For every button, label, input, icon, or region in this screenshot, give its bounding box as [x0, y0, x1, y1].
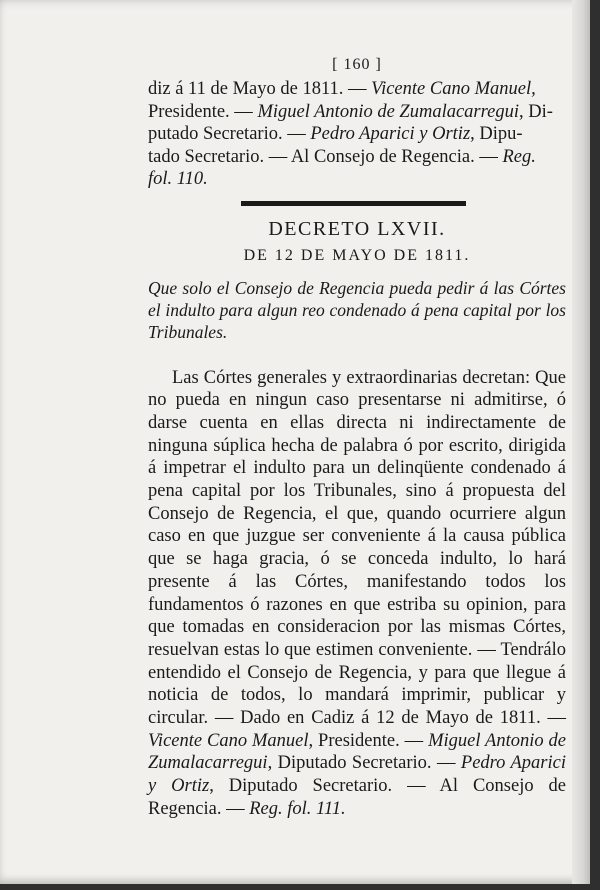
signature-secretary-2: Pedro Aparici y Ortiz	[148, 753, 567, 797]
page-content	[148, 56, 566, 821]
decree-summary: Que solo el Consejo de Regencia pueda pedir á las Córtes el indulto para algun reo condenado á pena capital por los Tribunales.	[148, 277, 566, 342]
signature-secretary-1: Miguel Antonio de Zumalacarregui	[148, 730, 566, 774]
decree-body: Las Córtes generales y extraordinarias decretan: Que no pueda en ningun caso presentarse ni admitirse, ó darse cuenta en ellas directa ni indirectamente de ninguna súplica hecha de palabra ó por escrito, dirigida á impetrar el indulto para un delinqüente condenado á pena capital por los Tribunales, sino á propuesta del Consejo de Regencia, el que, quando ocurriere algun caso en que juzgue ser conveniente á la causa pública que se haga gracia, ó se conceda indulto, lo hará presente á las Córtes, manifestando todos los fundamentos ó razones en que estriba su opinion, para que tomadas en consideracion por las mismas Córtes, resuelvan estas lo que estimen conveniente. — Tendrálo entendido el Consejo de Regencia, y para que llegue á noticia de todos, lo mandará imprimir, publicar y circular. — Dado en Cadiz á 12 de Mayo de 1811. — Vicente Cano Manuel, Presidente. — Miguel Antonio de Zumalacarregui, Diputado Secretario. — Pedro Aparici y Ortiz, Diputado Secretario. — Al Consejo de Regencia. — Reg. fol. 111.	[148, 367, 567, 819]
page-spine-shadow	[572, 0, 590, 884]
scan-edge-right	[590, 0, 600, 890]
page-number: [ 160 ]	[332, 56, 382, 73]
previous-decree-ending: diz á 11 de Mayo de 1811. — Vicente Cano Manuel, Presidente. — Miguel Antonio de Zumalacarregui, Di- putado Secretario. — Pedro Aparici y Ortiz, Dipu- tado Secretario. — Al Consejo de Regencia. — Reg. fol. 110.	[148, 79, 553, 189]
signature-president: Vicente Cano Manuel	[148, 730, 309, 751]
decree-date: DE 12 DE MAYO DE 1811.	[243, 246, 471, 264]
decree-body-main: Las Córtes generales y extraordinarias decretan: Que no pueda en ningun caso presentarse ni admitirse, ó darse cuenta en ellas directa ni indirectamente de ninguna súplica hecha de palabra ó por escrito, dirigida á impetrar el indulto para un delinqüente condenado á pena capital por los Tribunales, sino á propuesta del Consejo de Regencia, el que, quando ocurriere algun caso en que juzgue ser conveniente á la causa pública que se haga gracia, ó se conceda indulto, lo hará presente á las Córtes, manifestando todos los fundamentos ó razones en que estriba su opinion, para que tomadas en consideracion por las mismas Córtes, resuelvan estas lo que estimen conveniente. — Tendrálo entendido el Consejo de Regencia, y para que llegue á noticia de todos, lo mandará imprimir, publicar y circular. — Dado en Cadiz á 12 de Mayo de 1811. —	[148, 367, 566, 729]
section-divider-rule	[241, 201, 466, 206]
scan-edge-bottom	[0, 884, 600, 890]
register-reference: Reg. fol. 111.	[249, 798, 346, 819]
decree-title: DECRETO LXVII.	[268, 217, 446, 240]
